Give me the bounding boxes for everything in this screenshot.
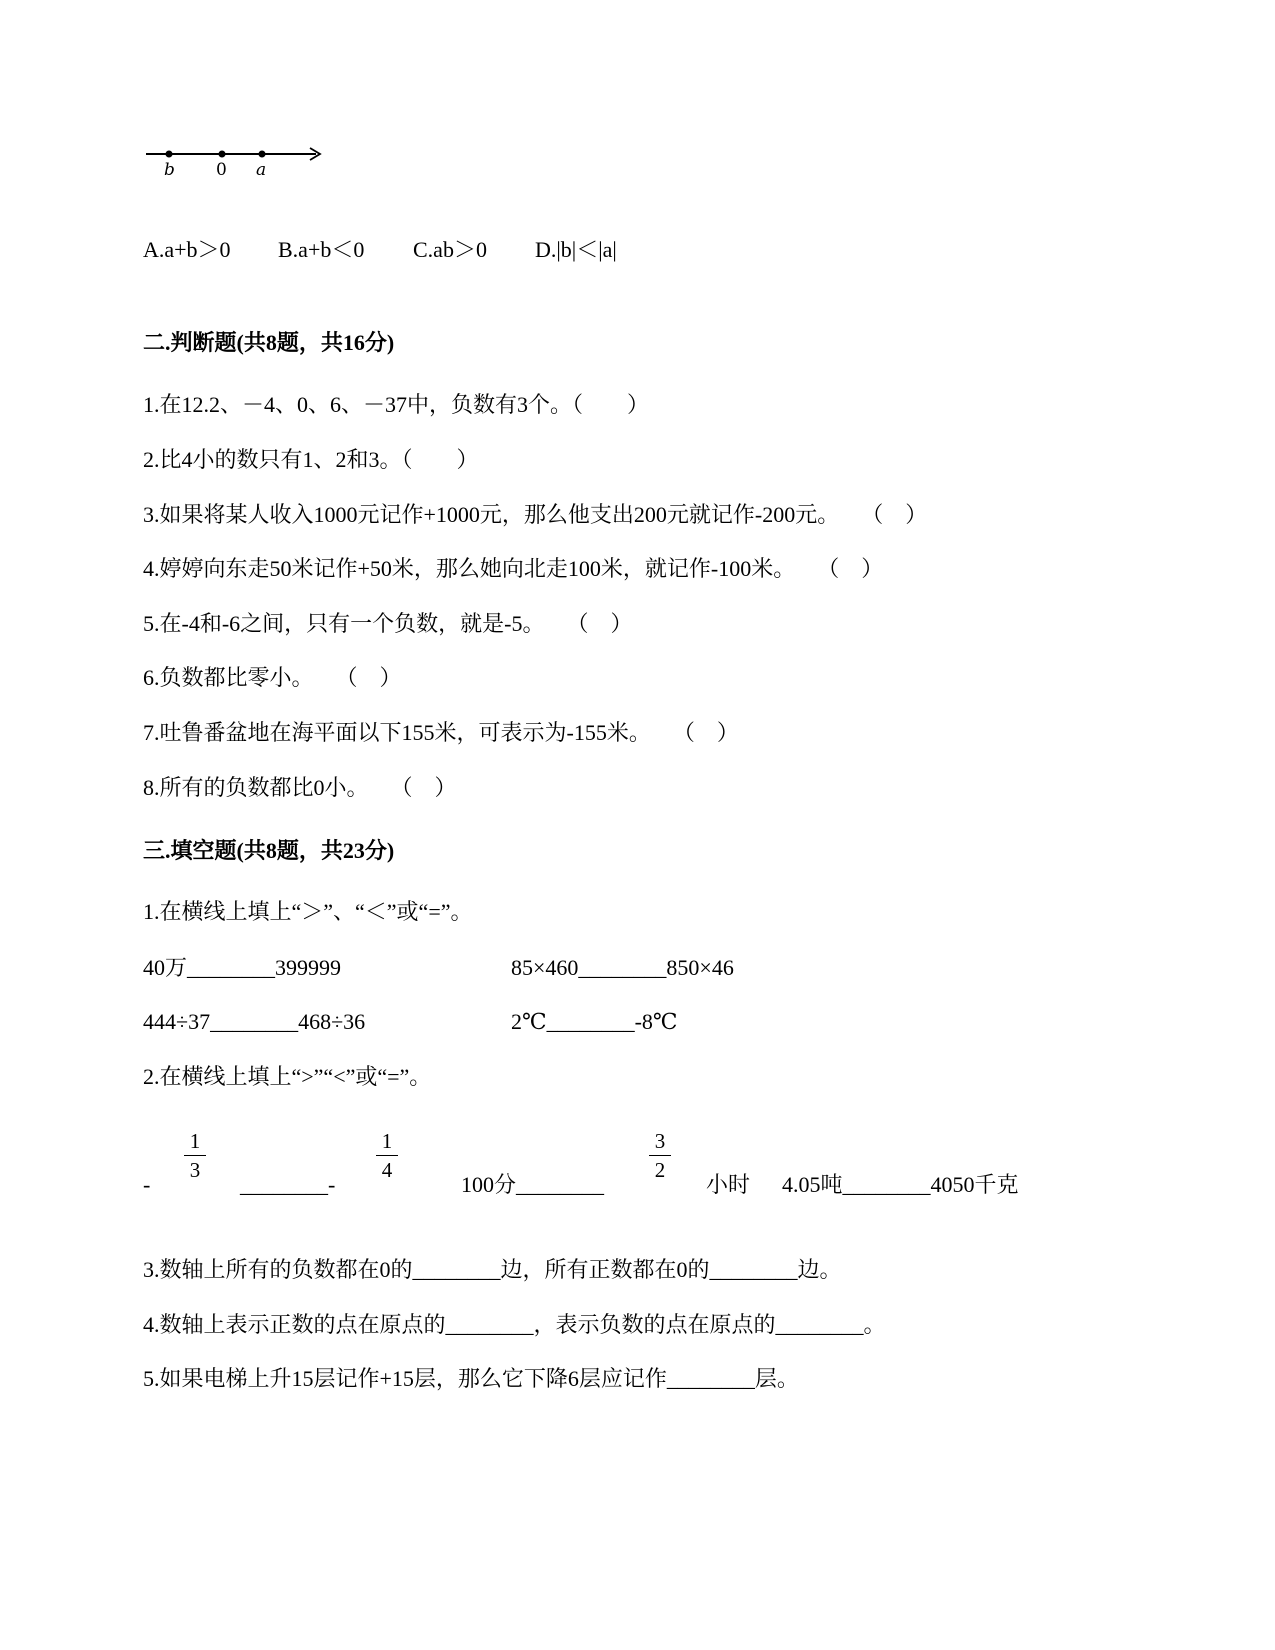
label-b: b (164, 160, 175, 180)
choice-c: C.ab＞0 (413, 237, 487, 262)
fill-q1-text: 1.在横线上填上“＞”、“＜”或“=”。 (143, 899, 473, 924)
fill-q1-row2-left: 444÷37________468÷36 (143, 1009, 366, 1034)
fraction-one-quarter (375, 1130, 399, 1181)
fraction-denominator: 4 (381, 1158, 393, 1182)
fill-q2-minus: - (143, 1172, 151, 1197)
choice-b: B.a+b＜0 (278, 237, 365, 262)
number-line-figure (140, 140, 340, 180)
fill-q2-item2: 100分________ (461, 1172, 605, 1197)
point-a (259, 151, 266, 158)
fill-q2-text: 2.在横线上填上“>”“<”或“=”。 (143, 1064, 432, 1089)
fraction-denominator: 3 (189, 1158, 201, 1182)
point-b (166, 151, 173, 158)
label-zero: 0 (216, 160, 227, 180)
choice-d: D.|b|＜|a| (535, 237, 617, 262)
fraction-one-third (183, 1130, 207, 1181)
fill-q4: 4.数轴上表示正数的点在原点的________，表示负数的点在原点的________。 (143, 1312, 886, 1337)
choice-a: A.a+b＞0 (143, 237, 231, 262)
fill-q2-item3: 4.05吨________4050千克 (782, 1172, 1019, 1197)
fill-q1-row2-right: 2℃________-8℃ (511, 1009, 678, 1034)
fill-q3: 3.数轴上所有的负数都在0的________边，所有正数都在0的________边。 (143, 1257, 842, 1282)
fill-q1-row1-left: 40万________399999 (143, 955, 342, 980)
section3-title: 三.填空题(共8题，共23分) (143, 838, 395, 863)
judge-item-2: 2.比4小的数只有1、2和3。（ ） (143, 447, 479, 472)
fill-q2-unit: 小时 (706, 1172, 751, 1197)
fraction-bar (649, 1155, 671, 1156)
judge-item-8: 8.所有的负数都比0小。 （ ） (143, 775, 457, 800)
fraction-numerator: 1 (189, 1129, 201, 1153)
judge-item-7: 7.吐鲁番盆地在海平面以下155米，可表示为-155米。 （ ） (143, 720, 739, 745)
label-a: a (256, 160, 267, 180)
fraction-bar (376, 1155, 398, 1156)
point-zero (219, 151, 226, 158)
fraction-three-halves (648, 1130, 672, 1181)
judge-item-4: 4.婷婷向东走50米记作+50米，那么她向北走100米，就记作-100米。 （ ） (143, 556, 884, 581)
section2-title: 二.判断题(共8题，共16分) (143, 330, 395, 355)
judge-item-5: 5.在-4和-6之间，只有一个负数，就是-5。 （ ） (143, 611, 633, 636)
judge-item-1: 1.在12.2、－4、0、6、－37中，负数有3个。（ ） (143, 392, 650, 417)
fill-q1-row1-right: 85×460________850×46 (511, 955, 734, 980)
fraction-bar (184, 1155, 206, 1156)
fill-q5: 5.如果电梯上升15层记作+15层，那么它下降6层应记作________层。 (143, 1366, 799, 1391)
judge-item-6: 6.负数都比零小。 （ ） (143, 665, 402, 690)
fraction-numerator: 3 (654, 1129, 666, 1153)
fraction-numerator: 1 (381, 1129, 393, 1153)
judge-item-3: 3.如果将某人收入1000元记作+1000元，那么他支出200元就记作-200元。 （ ） (143, 502, 928, 527)
fraction-denominator: 2 (654, 1158, 666, 1182)
fill-q2-blank1: ________- (240, 1172, 336, 1197)
